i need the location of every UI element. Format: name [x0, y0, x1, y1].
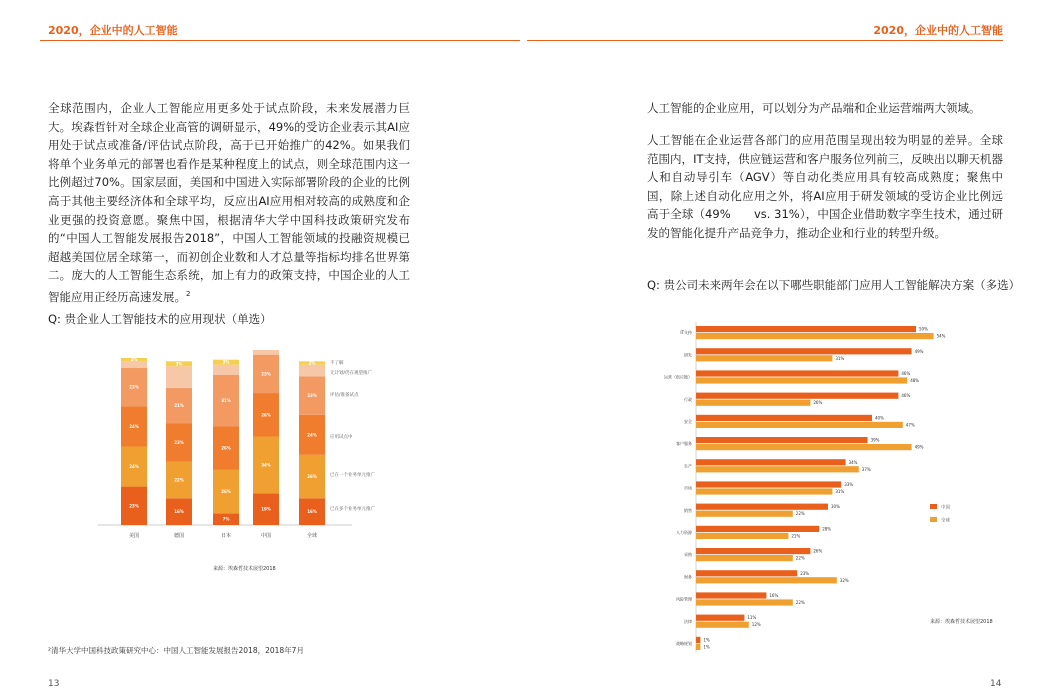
bar-global — [696, 466, 859, 472]
data-label: 7% — [222, 516, 230, 522]
y-tick-label: 采购 — [684, 552, 692, 558]
legend-label: 无计划/仍在观望推广 — [330, 371, 373, 376]
data-label: 24% — [129, 464, 139, 470]
bar-global — [696, 555, 793, 561]
bar-china — [696, 637, 700, 643]
data-label-global: 49% — [914, 444, 924, 450]
bar-global — [696, 400, 810, 406]
data-label-china: 49% — [914, 348, 924, 354]
data-label: 26% — [221, 445, 231, 451]
data-label-global: 21% — [791, 533, 801, 539]
legend-label-global: 全球 — [941, 518, 950, 524]
right-paragraph-2: 人工智能在企业运营各部门的应用范围呈现出较为明显的差异。全球范围内，IT支持，供应链运营和客户服务位列前三，反映出以聊天机器人和自动导引车（AGV）等自动化类应用具有较高成熟度；聚焦中国，除上述自动化应用之外，将AI应用于研发领域的受访企业比例远高于全球（49% vs. 31%），中国企业借助数字孪生技术，通过研发的智能化提升产品竞争力，推动企业和行业的转型升级。 — [647, 133, 1003, 240]
legend-label: 已在多个业务单元推广 — [330, 507, 375, 512]
chart-source: 来源：埃森哲技术展望2018 — [213, 566, 276, 572]
data-label: 23% — [129, 503, 139, 509]
data-label-china: 50% — [919, 326, 928, 332]
data-label-global: 26% — [813, 400, 823, 406]
bar-china — [696, 370, 898, 376]
bar-china — [696, 548, 810, 554]
bar-china — [696, 415, 872, 421]
y-tick-label: 市场 — [684, 485, 692, 491]
bar-global — [696, 533, 788, 539]
data-label-global: 22% — [795, 600, 805, 605]
y-tick-label: 行政 — [684, 396, 692, 402]
bar-global — [696, 422, 903, 428]
y-tick-label: 生产 — [684, 463, 692, 469]
chart-source: 来源：埃森哲技术展望2018 — [930, 619, 993, 625]
data-label: 16% — [307, 509, 317, 515]
footnote-ref: 2 — [186, 289, 191, 298]
data-label-china: 28% — [822, 526, 832, 532]
y-tick-label: 法律 — [684, 618, 692, 624]
bar-china — [696, 570, 797, 576]
data-label: 16% — [174, 509, 184, 515]
legend-label: 应用试点中 — [330, 435, 353, 440]
data-label-global: 47% — [905, 422, 915, 428]
legend-swatch-global — [930, 517, 937, 522]
data-label-china: 34% — [848, 459, 858, 465]
legend-label: 不了解 — [330, 361, 344, 366]
data-label-global: 54% — [936, 333, 946, 339]
data-label: 23% — [129, 384, 139, 390]
data-label-china: 30% — [831, 504, 840, 510]
bar-china — [696, 326, 916, 332]
x-tick-label: 德国 — [173, 533, 185, 539]
bar-global — [696, 355, 832, 361]
y-tick-label: 财务 — [684, 574, 692, 580]
header-rule-right — [527, 40, 1003, 41]
header-title-left: 2020，企业中的人工智能 — [48, 24, 178, 37]
data-label: 23% — [174, 439, 184, 445]
bar-china — [696, 526, 819, 532]
data-label: 24% — [129, 423, 139, 429]
data-label-global: 48% — [910, 378, 920, 383]
data-label: 19% — [261, 506, 271, 512]
bar-china — [696, 615, 744, 621]
data-label: 22% — [174, 477, 184, 483]
y-tick-label: IT支持 — [680, 330, 692, 336]
data-label: 2% — [308, 360, 316, 366]
data-label: 3% — [175, 361, 183, 367]
y-tick-label: 销售 — [684, 507, 692, 513]
data-label-global: 32% — [839, 577, 849, 583]
data-label-china: 26% — [813, 548, 823, 554]
data-label: 31% — [221, 398, 231, 404]
data-label: 2% — [130, 357, 138, 363]
bar-global — [696, 488, 832, 494]
bar-segment — [213, 365, 239, 375]
data-label-china: 1% — [703, 637, 710, 643]
bar-segment — [253, 350, 279, 355]
bar-segment — [121, 361, 147, 368]
page-number-right: 14 — [990, 679, 1002, 689]
bar-global — [696, 622, 749, 628]
data-label-global: 22% — [795, 555, 805, 561]
data-label: 23% — [261, 371, 271, 377]
bar-global — [696, 577, 837, 583]
data-label-china: 46% — [901, 393, 911, 399]
bar-global — [696, 333, 934, 339]
footnote: ²清华大学中国科技政策研究中心：中国人工智能发展报告2018，2018年7月 — [48, 646, 304, 655]
bar-china — [696, 393, 898, 399]
data-label: 26% — [261, 412, 271, 418]
y-tick-label: 运营（供应链） — [664, 374, 692, 380]
data-label-global: 1% — [703, 644, 710, 650]
data-label-global: 37% — [861, 466, 871, 472]
data-label-china: 40% — [875, 415, 884, 421]
data-label-global: 22% — [795, 511, 805, 517]
x-tick-label: 全球 — [306, 533, 318, 539]
bar-global — [696, 444, 912, 450]
y-tick-label: 客户服务 — [676, 441, 692, 447]
legend-label: 已在一个业务单元推广 — [330, 473, 375, 478]
data-label-china: 46% — [901, 371, 911, 376]
legend-label: 评估/准备试点 — [330, 393, 359, 398]
data-label-global: 12% — [751, 622, 761, 628]
data-label-global: 31% — [835, 489, 845, 494]
bar-china — [696, 481, 841, 487]
right-chart-question: Q: 贵公司未来两年会在以下哪些职能部门应用人工智能解决方案（多选） — [647, 278, 1021, 292]
data-label: 23% — [307, 393, 317, 399]
stacked-bar-chart — [90, 350, 410, 580]
y-tick-label: 人力资源 — [676, 530, 692, 535]
data-label-china: 16% — [769, 593, 779, 598]
header-title-right: 2020，企业中的人工智能 — [873, 24, 1003, 37]
bar-china — [696, 504, 828, 510]
y-tick-label: 安全 — [684, 419, 692, 424]
right-paragraph-1: 人工智能的企业应用，可以划分为产品端和企业运营端两大领域。 — [647, 101, 981, 115]
y-tick-label: 战略规划 — [676, 641, 692, 646]
bar-global — [696, 377, 907, 383]
page-number-left: 13 — [48, 679, 60, 689]
bar-global — [696, 599, 793, 605]
left-paragraph — [48, 99, 410, 306]
data-label: 26% — [307, 474, 317, 480]
x-tick-label: 中国 — [260, 533, 272, 539]
x-tick-label: 日本 — [220, 533, 232, 539]
x-tick-label: 美国 — [128, 533, 140, 539]
data-label-global: 31% — [835, 355, 845, 361]
bar-china — [696, 348, 912, 354]
data-label: 26% — [221, 489, 231, 495]
data-label-china: 11% — [747, 615, 757, 621]
header-rule-left — [40, 40, 520, 41]
data-label: 24% — [307, 432, 317, 438]
legend-label-china: 中国 — [941, 505, 950, 511]
data-label: 3% — [222, 359, 230, 365]
data-label: 34% — [261, 462, 271, 468]
y-tick-label: 风险管理 — [676, 596, 692, 602]
bar-segment — [299, 365, 325, 377]
legend-swatch-china — [930, 504, 937, 509]
left-paragraph-text: 全球范围内，企业人工智能应用更多处于试点阶段，未来发展潜力巨大。埃森哲针对全球企业高管的调研显示，49%的受访企业表示其AI应用处于试点或准备/评估试点阶段，高于已开始推广的42%。如果我们将单个业务单元的部署也看作是某种程度上的试点，则全球范围内这一比例超过70%。国家层面，美国和中国进入实际部署阶段的企业的比例高于其他主要经济体和全球平均，反应出AI应用相对较高的成熟度和企业更强的投资意愿。聚焦中国，根据清华大学中国科技政策研究发布的“中国人工智能发展报告2018”，中国人工智能领域的投融资规模已超越美国位居全球第一，而初创企业数和人才总量等指标均排名世界第二。庞大的人工智能生态系统，加上有力的政策支持，中国企业的人工智能应用正经历高速发展。 — [48, 101, 410, 304]
horizontal-bar-chart — [660, 322, 1000, 652]
data-label: 21% — [174, 403, 184, 409]
bar-china — [696, 437, 868, 443]
bar-global — [696, 644, 700, 650]
bar-china — [696, 592, 766, 598]
left-chart-question: Q: 贵企业人工智能技术的应用现状（单选） — [48, 312, 272, 326]
bar-global — [696, 511, 793, 517]
data-label-china: 23% — [800, 570, 810, 576]
data-label-china: 39% — [870, 437, 880, 443]
y-tick-label: 研发 — [684, 352, 692, 358]
bar-china — [696, 459, 846, 465]
bar-segment — [166, 366, 192, 388]
data-label-china: 33% — [844, 482, 854, 487]
